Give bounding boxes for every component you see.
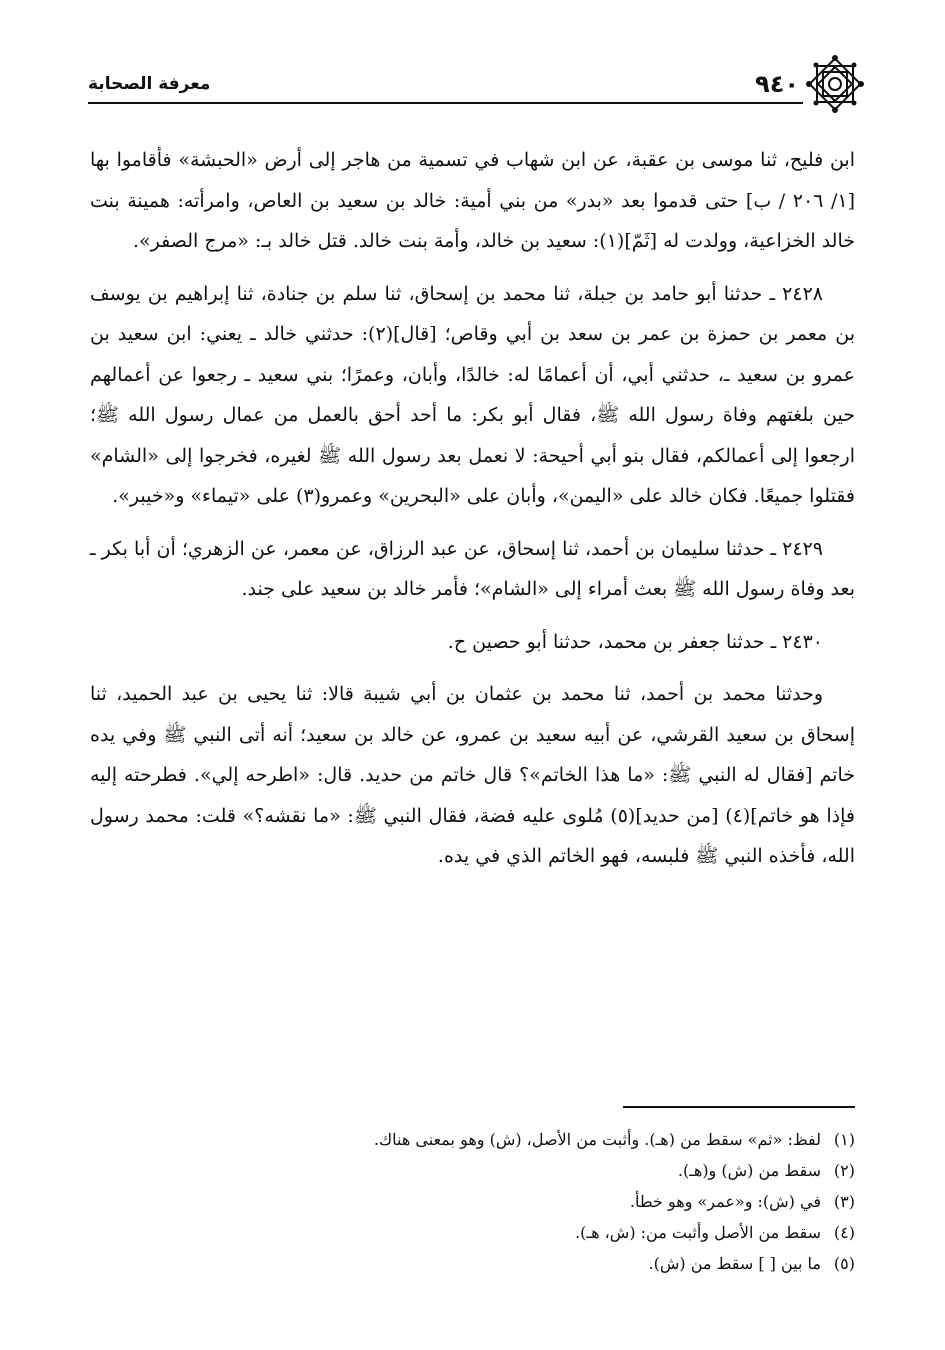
footnotes xyxy=(90,1124,855,1279)
star-ornament-icon xyxy=(803,52,867,116)
footnote-2: (٢)سقط من (ش) و(هـ). xyxy=(677,1161,855,1180)
footnote-4: (٤)سقط من الأصل وأثبت من: (ش، هـ). xyxy=(575,1223,855,1242)
running-title: معرفة الصحابة xyxy=(88,74,211,94)
footnote-1: (١)لفظ: «ثم» سقط من (هـ). وأثبت من الأصل، (ش) وهو بمعنى هناك. xyxy=(373,1130,855,1149)
hadith-2430: ٢٤٣٠ ـ حدثنا جعفر بن محمد، حدثنا أبو حصين ح. xyxy=(447,630,823,653)
paragraph: وحدثنا محمد بن أحمد، ثنا محمد بن عثمان بن أبي شيبة قالا: ثنا يحيى بن عبد الحميد، ثنا إسحاق بن سعيد القرشي، عن أبيه سعيد بن عمرو، عن خالد بن سعيد؛ أنه أتى النبي ﷺ وفي يده خاتم [فقال له النبي ﷺ: «ما هذا الخاتم»؟ قال خاتم من حديد. قال: «اطرحه إلي». فطرحته إليه فإذا هو خاتم](٤) [من حديد](٥) مُلوى عليه فضة، فقال النبي ﷺ: «ما نقشه؟» قلت: محمد رسول الله، فأخذه النبي ﷺ فلبسه، فهو الخاتم الذي في يده. xyxy=(90,683,856,867)
page-header xyxy=(88,58,857,108)
hadith-2429: ٢٤٢٩ ـ حدثنا سليمان بن أحمد، ثنا إسحاق، عن عبد الرزاق، عن معمر، عن الزهري؛ أن أبا بكر ـ بعد وفاة رسول الله ﷺ بعث أمراء إلى «الشام»؛ فأمر خالد بن سعيد على جند. xyxy=(90,537,855,600)
footnote-rule xyxy=(623,1106,855,1108)
header-rule xyxy=(88,102,803,104)
page-number: ٩٤٠ xyxy=(755,70,799,98)
paragraph: ابن فليح، ثنا موسى بن عقبة، عن ابن شهاب في تسمية من هاجر إلى أرض «الحبشة» فأقاموا بها [١/ ٢٠٦ / ب] حتى قدموا بعد «بدر» من بني أمية: خالد بن سعيد بن العاص، وامرأته: همينة بنت خالد الخزاعية، وولدت له [ثَمّ](١): سعيد بن خالد، وأمة بنت خالد. قتل خالد بـ: «مرج الصفر». xyxy=(90,149,855,252)
footnote-3: (٣)في (ش): و«عمر» وهو خطأ. xyxy=(629,1192,855,1211)
hadith-2428: ٢٤٢٨ ـ حدثنا أبو حامد بن جبلة، ثنا محمد بن إسحاق، ثنا سلم بن جنادة، ثنا إبراهيم بن يوسف بن معمر بن حمزة بن عمر بن سعد بن أبي وقاص؛ [قال](٢): حدثني خالد ـ يعني: ابن سعيد بن عمرو بن سعيد ـ، حدثني أبي، أن أعمامًا له: خالدًا، وأبان، وعمرًا؛ بني سعيد ـ رجعوا عن أعمالهم حين بلغتهم وفاة رسول الله ﷺ، فقال أبو بكر: ما أحد أحق بالعمل من عمال رسول الله ﷺ؛ ارجعوا إلى أعمالكم، فقال بنو أبي أحيحة: لا نعمل بعد رسول الله ﷺ لغيره، فخرجوا إلى «الشام» فقتلوا جميعًا. فكان خالد على «اليمن»، وأبان على «البحرين» وعمرو(٣) على «تيماء» و«خيبر». xyxy=(90,282,855,507)
footnote-5: (٥)ما بين [ ] سقط من (ش). xyxy=(648,1254,855,1273)
main-text xyxy=(90,140,855,877)
